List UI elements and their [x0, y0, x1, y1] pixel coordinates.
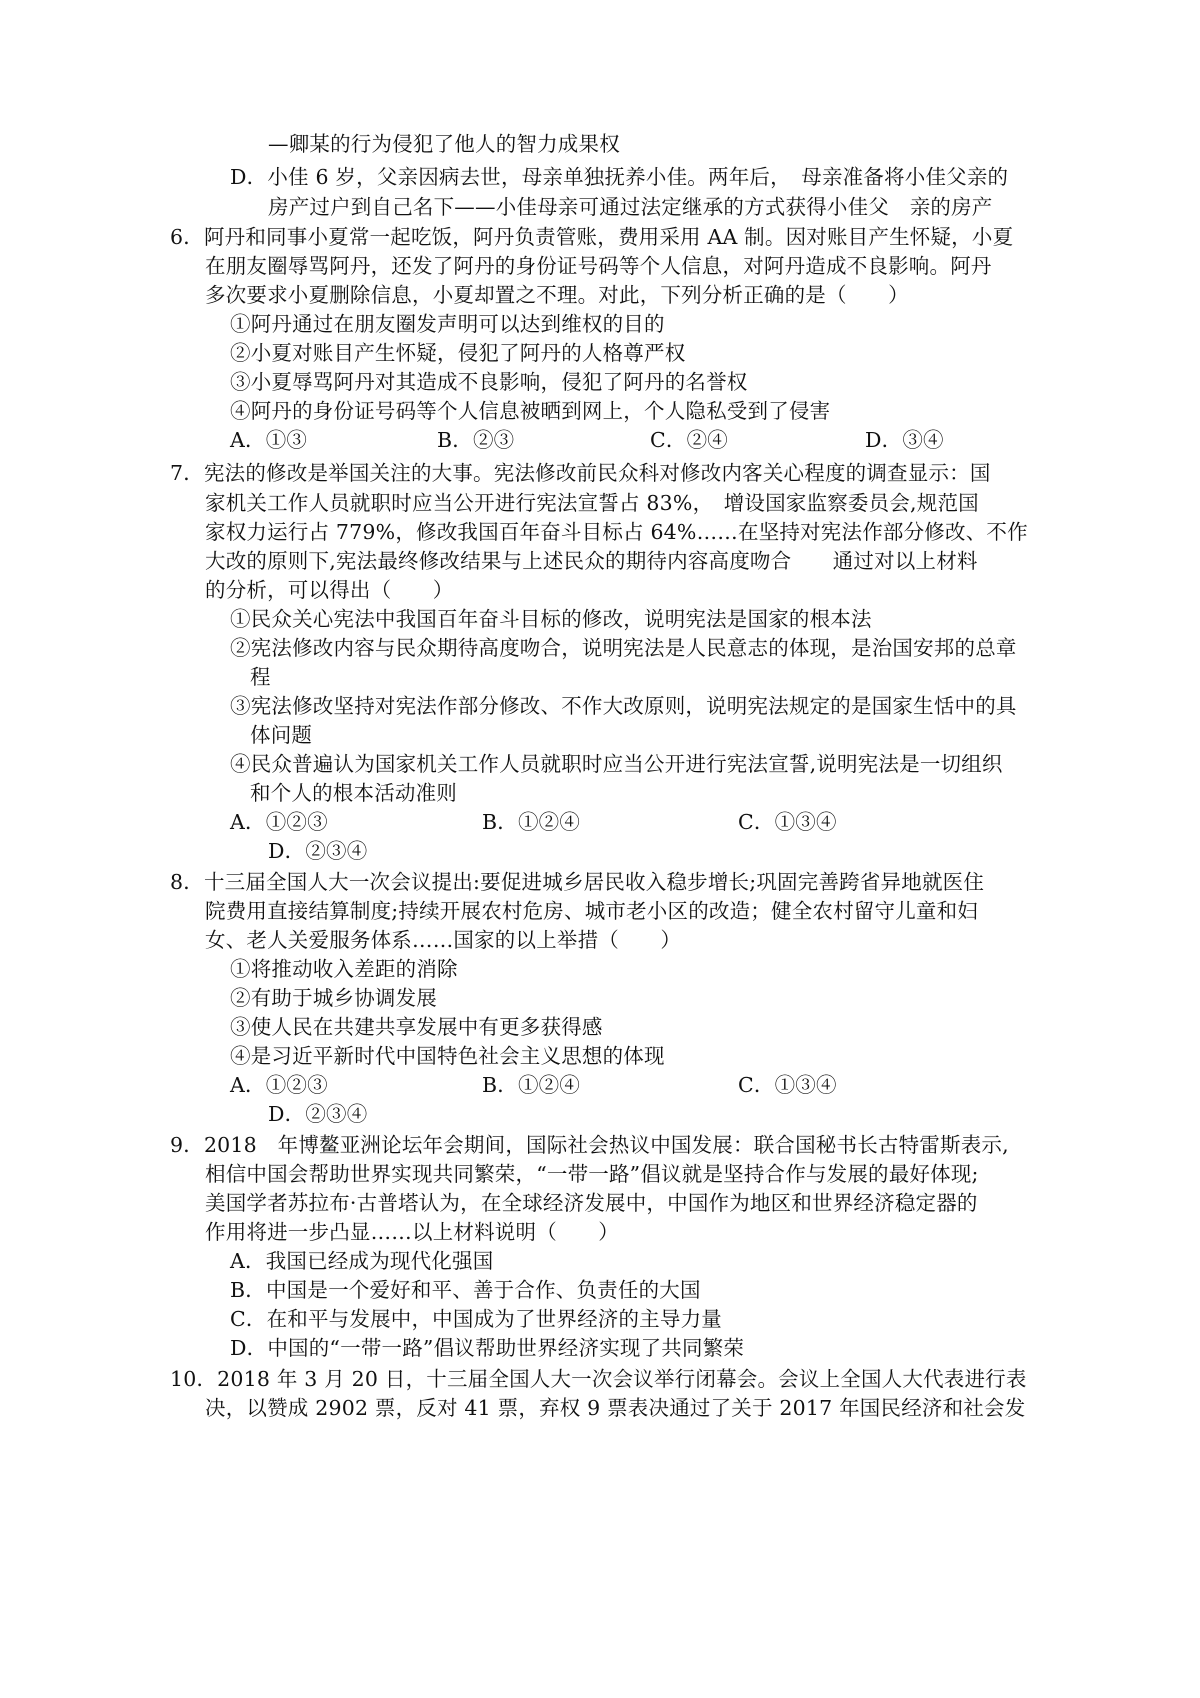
q7-option-c[interactable]: C．①③④ — [738, 810, 837, 834]
q6-stem-line2: 在朋友圈辱骂阿丹，还发了阿丹的身份证号码等个人信息，对阿丹造成不良影响。阿丹 — [205, 254, 992, 278]
q9-option-d[interactable]: D．中国的“一带一路”倡议帮助世界经济实现了共同繁荣 — [230, 1336, 745, 1360]
q6-option-d[interactable]: D．③④ — [865, 428, 944, 452]
q7-item-4-line2: 和个人的根本活动准则 — [250, 781, 457, 805]
q7-option-d[interactable]: D．②③④ — [268, 839, 368, 863]
q8-stem-line3: 女、老人关爱服务体系……国家的以上举措（ ） — [205, 928, 682, 952]
q9-stem-line1: 9．2018 年博鳌亚洲论坛年会期间，国际社会热议中国发展：联合国秘书长古特雷斯表示, — [170, 1133, 1009, 1157]
q9-option-a[interactable]: A．我国已经成为现代化强国 — [230, 1249, 494, 1273]
q8-item-2: ②有助于城乡协调发展 — [230, 986, 437, 1010]
q6-stem-line3: 多次要求小夏删除信息，小夏却置之不理。对此，下列分析正确的是（ ） — [205, 283, 909, 307]
q9-option-c[interactable]: C．在和平与发展中，中国成为了世界经济的主导力量 — [230, 1307, 722, 1331]
q7-item-2-line1: ②宪法修改内容与民众期待高度吻合，说明宪法是人民意志的体现，是治国安邦的总章 — [230, 636, 1017, 660]
q7-item-2-line2: 程 — [250, 665, 271, 689]
q7-stem-line4: 大改的原则下,宪法最终修改结果与上述民众的期待内容高度吻合 通过对以上材料 — [205, 549, 978, 573]
q6-option-a[interactable]: A．①③ — [230, 428, 308, 452]
q5-option-c-continuation: —卿某的行为侵犯了他人的智力成果权 — [268, 132, 620, 156]
q8-option-b[interactable]: B．①②④ — [482, 1073, 581, 1097]
q6-option-b[interactable]: B．②③ — [437, 428, 515, 452]
q9-option-b[interactable]: B．中国是一个爱好和平、善于合作、负责任的大国 — [230, 1278, 701, 1302]
q7-stem-line5: 的分析，可以得出（ ） — [205, 578, 454, 602]
q8-stem-line1: 8．十三届全国人大一次会议提出:要促进城乡居民收入稳步增长;巩固完善跨省异地就医住 — [170, 870, 985, 894]
q7-item-3-line2: 体问题 — [250, 723, 313, 747]
q8-stem-line2: 院费用直接结算制度;持续开展农村危房、城市老小区的改造；健全农村留守儿童和妇 — [205, 899, 979, 923]
q9-stem-line3: 美国学者苏拉布·古普塔认为，在全球经济发展中，中国作为地区和世界经济稳定器的 — [205, 1191, 978, 1215]
q7-item-1: ①民众关心宪法中我国百年奋斗目标的修改，说明宪法是国家的根本法 — [230, 607, 872, 631]
q7-item-3-line1: ③宪法修改坚持对宪法作部分修改、不作大改原则，说明宪法规定的是国家生恬中的具 — [230, 694, 1017, 718]
q5-option-d-line1: D．小佳 6 岁，父亲因病去世，母亲单独抚养小佳。两年后， 母亲准备将小佳父亲的 — [230, 165, 1009, 189]
q6-item-2: ②小夏对账目产生怀疑，侵犯了阿丹的人格尊严权 — [230, 341, 686, 365]
q8-option-a[interactable]: A．①②③ — [230, 1073, 328, 1097]
q7-item-4-line1: ④民众普遍认为国家机关工作人员就职时应当公开进行宪法宣誓,说明宪法是一切组织 — [230, 752, 1003, 776]
q8-option-c[interactable]: C．①③④ — [738, 1073, 837, 1097]
q10-stem-line2: 决，以赞成 2902 票，反对 41 票，弃权 9 票表决通过了关于 2017 年国民经济和社会发 — [205, 1396, 1026, 1420]
q7-stem-line3: 家权力运行占 779%，修改我国百年奋斗目标占 64%……在坚持对宪法作部分修改、不作 — [205, 520, 1028, 544]
q7-option-a[interactable]: A．①②③ — [230, 810, 328, 834]
q6-option-c[interactable]: C．②④ — [650, 428, 728, 452]
q9-stem-line4: 作用将进一步凸显……以上材料说明（ ） — [205, 1220, 619, 1244]
q5-option-d-line2: 房产过户到自己名下——小佳母亲可通过法定继承的方式获得小佳父 亲的房产 — [268, 195, 993, 219]
q10-stem-line1: 10．2018 年 3 月 20 日，十三届全国人大一次会议举行闭幕会。会议上全国人大代表进行表 — [170, 1367, 1027, 1391]
q7-option-b[interactable]: B．①②④ — [482, 810, 581, 834]
q8-item-4: ④是习近平新时代中国特色社会主义思想的体现 — [230, 1044, 665, 1068]
q9-stem-line2: 相信中国会帮助世界实现共同繁荣，“一带一路”倡议就是坚持合作与发展的最好体现; — [205, 1162, 979, 1186]
q8-option-d[interactable]: D．②③④ — [268, 1102, 368, 1126]
q6-item-1: ①阿丹通过在朋友圈发声明可以达到维权的目的 — [230, 312, 665, 336]
q6-item-4: ④阿丹的身份证号码等个人信息被晒到网上，个人隐私受到了侵害 — [230, 399, 831, 423]
q7-stem-line1: 7．宪法的修改是举国关注的大事。宪法修改前民众科对修改内客关心程度的调查显示：国 — [170, 461, 991, 485]
q6-item-3: ③小夏辱骂阿丹对其造成不良影响，侵犯了阿丹的名誉权 — [230, 370, 748, 394]
q8-item-1: ①将推动收入差距的消除 — [230, 957, 458, 981]
q6-stem-line1: 6．阿丹和同事小夏常一起吃饭，阿丹负责管账，费用采用 AA 制。因对账目产生怀疑，小夏 — [170, 225, 1014, 249]
q8-item-3: ③使人民在共建共享发展中有更多获得感 — [230, 1015, 603, 1039]
q7-stem-line2: 家机关工作人员就职时应当公开进行宪法宣誓占 83%， 增设国家监察委员会,规范国 — [205, 491, 979, 515]
